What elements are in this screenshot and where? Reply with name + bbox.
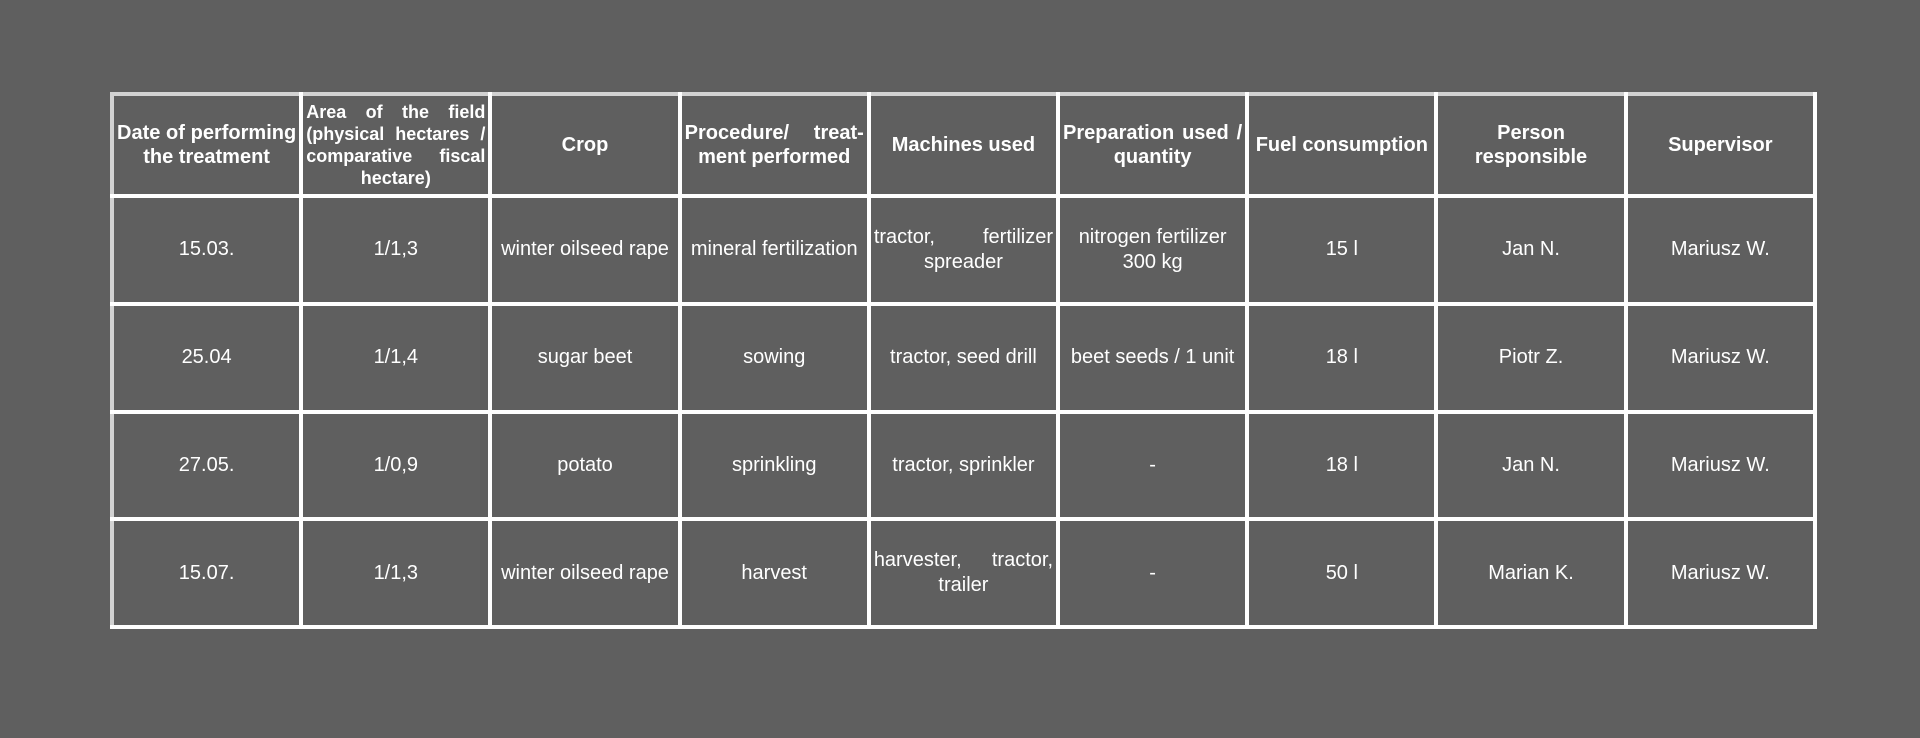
header-date: Date of performing the treatment — [112, 94, 301, 196]
cell-person: Jan N. — [1436, 412, 1625, 520]
cell-crop: winter oilseed rape — [490, 519, 679, 627]
cell-procedure: mineral fertilization — [680, 196, 869, 304]
table-row — [112, 196, 1815, 304]
cell-date: 15.07. — [112, 519, 301, 627]
table-header-row — [112, 94, 1815, 196]
cell-person: Marian K. — [1436, 519, 1625, 627]
cell-fuel: 18 l — [1247, 412, 1436, 520]
cell-date: 15.03. — [112, 196, 301, 304]
cell-procedure: sprinkling — [680, 412, 869, 520]
header-area: Area of the field (physical hectares / comparative fiscal hectare) — [301, 94, 490, 196]
cell-area: 1/1,3 — [301, 196, 490, 304]
cell-date: 27.05. — [112, 412, 301, 520]
cell-crop: potato — [490, 412, 679, 520]
cell-supervisor: Mariusz W. — [1626, 196, 1815, 304]
table-row — [112, 304, 1815, 412]
cell-machines: tractor, seed drill — [869, 304, 1058, 412]
header-procedure: Procedure/ treat-ment performed — [680, 94, 869, 196]
table-row — [112, 412, 1815, 520]
cell-machines: tractor, sprinkler — [869, 412, 1058, 520]
cell-preparation: beet seeds / 1 unit — [1058, 304, 1247, 412]
cell-procedure: sowing — [680, 304, 869, 412]
header-preparation: Preparation used / quantity — [1058, 94, 1247, 196]
cell-supervisor: Mariusz W. — [1626, 519, 1815, 627]
cell-date: 25.04 — [112, 304, 301, 412]
cell-preparation: - — [1058, 412, 1247, 520]
cell-preparation: nitrogen fertilizer 300 kg — [1058, 196, 1247, 304]
table-row — [112, 519, 1815, 627]
header-machines: Machines used — [869, 94, 1058, 196]
header-person: Person responsible — [1436, 94, 1625, 196]
cell-supervisor: Mariusz W. — [1626, 412, 1815, 520]
cell-area: 1/1,4 — [301, 304, 490, 412]
treatment-record-table-container — [110, 92, 1817, 629]
cell-preparation: - — [1058, 519, 1247, 627]
cell-fuel: 50 l — [1247, 519, 1436, 627]
header-fuel: Fuel consumption — [1247, 94, 1436, 196]
header-supervisor: Supervisor — [1626, 94, 1815, 196]
cell-area: 1/0,9 — [301, 412, 490, 520]
cell-person: Jan N. — [1436, 196, 1625, 304]
cell-crop: winter oilseed rape — [490, 196, 679, 304]
cell-supervisor: Mariusz W. — [1626, 304, 1815, 412]
cell-area: 1/1,3 — [301, 519, 490, 627]
header-crop: Crop — [490, 94, 679, 196]
cell-machines: tractor, fertilizer spreader — [869, 196, 1058, 304]
cell-fuel: 18 l — [1247, 304, 1436, 412]
cell-fuel: 15 l — [1247, 196, 1436, 304]
cell-crop: sugar beet — [490, 304, 679, 412]
cell-machines: harvester, tractor, trailer — [869, 519, 1058, 627]
cell-person: Piotr Z. — [1436, 304, 1625, 412]
cell-procedure: harvest — [680, 519, 869, 627]
treatment-record-table — [110, 92, 1817, 629]
